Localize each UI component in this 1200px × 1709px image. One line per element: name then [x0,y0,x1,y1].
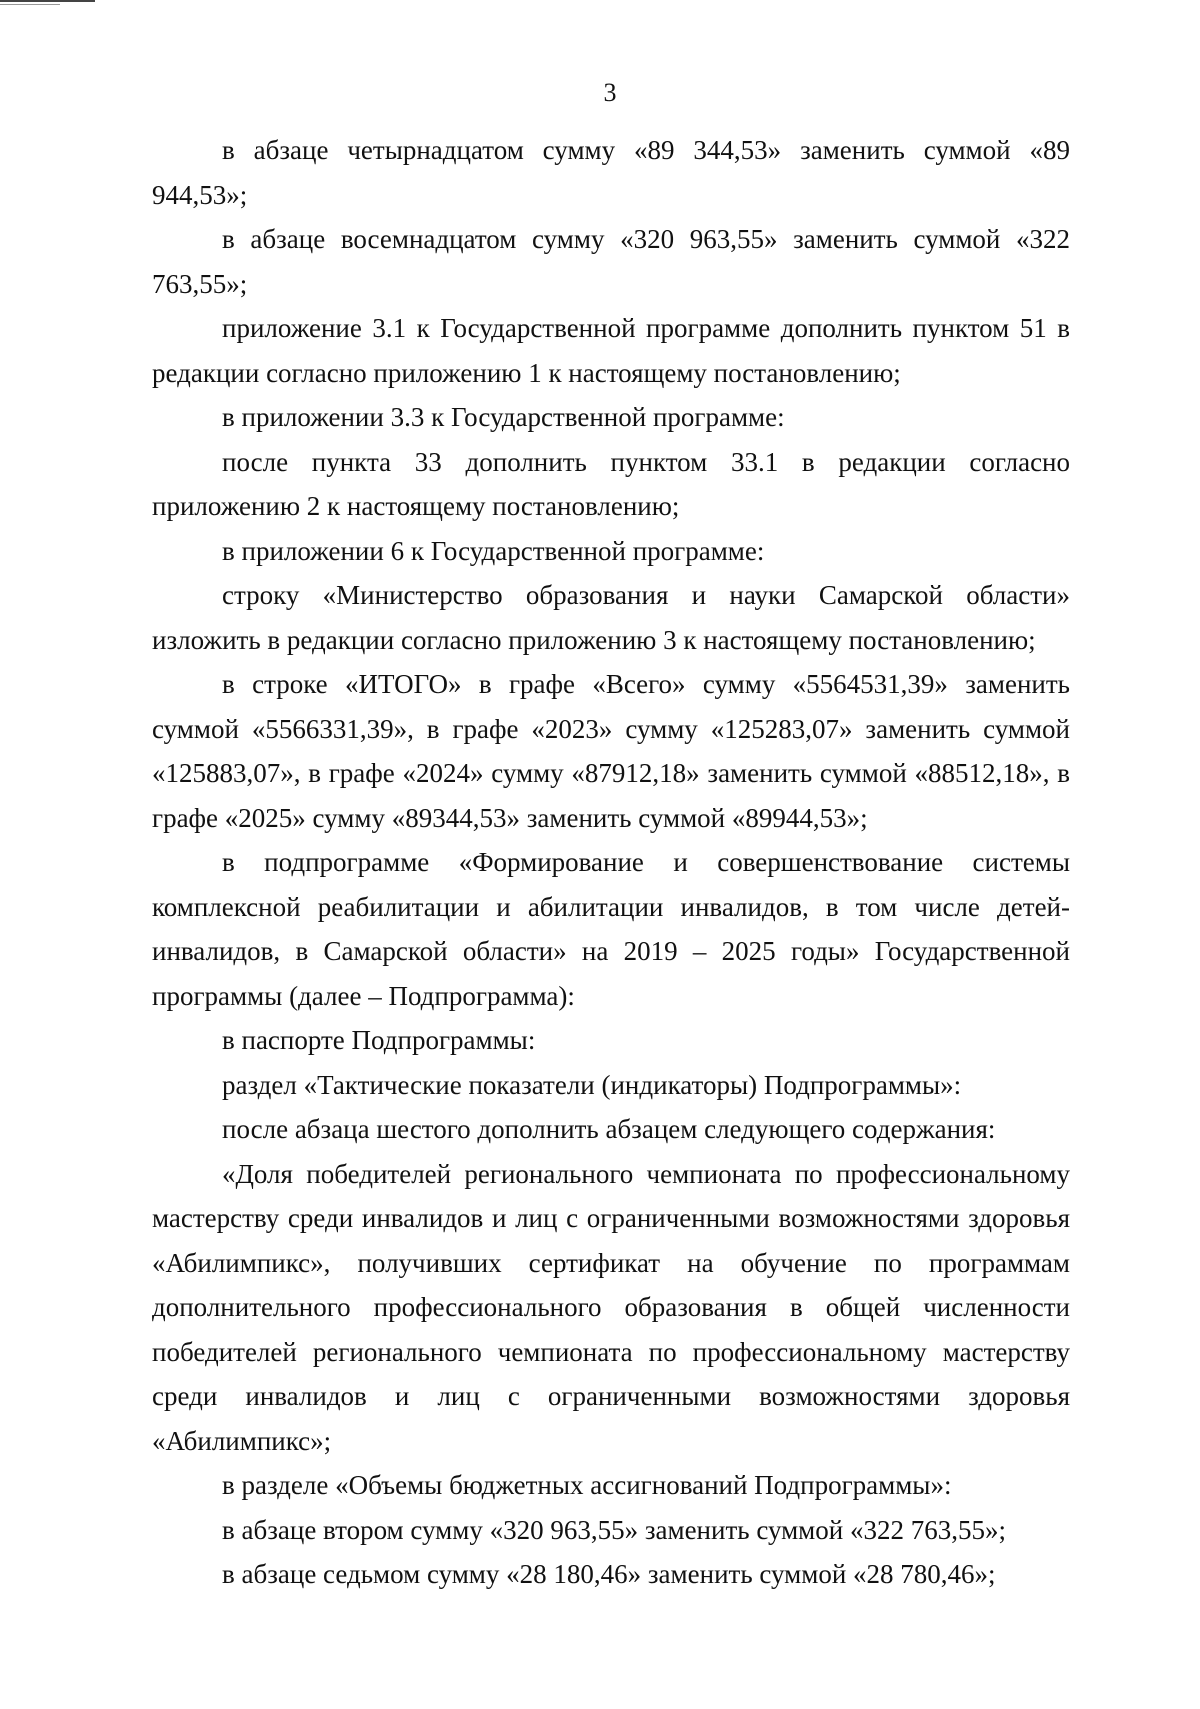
paragraph: после пункта 33 дополнить пунктом 33.1 в редакции согласно приложению 2 к настоящему постановлению; [152,446,1070,521]
paragraph: в абзаце седьмом сумму «28 180,46» заменить суммой «28 780,46»; [222,1559,996,1589]
paragraph: приложение 3.1 к Государственной программе дополнить пунктом 51 в редакции согласно приложению 1 к настоящему постановлению; [152,313,1070,388]
paragraph: в абзаце четырнадцатом сумму «89 344,53» заменить суммой «89 944,53»; [152,135,1070,210]
page-number: 3 [603,78,617,107]
paragraph: в абзаце втором сумму «320 963,55» заменить суммой «322 763,55»; [222,1514,1006,1545]
paragraph: в абзаце восемнадцатом сумму «320 963,55» заменить суммой «322 763,55»; [152,224,1070,299]
paragraph: в паспорте Подпрограммы: [222,1025,536,1055]
paragraph: «Доля победителей регионального чемпионата по профессиональному мастерству среди инвалидов и лиц с ограниченными возможностями здоровья «Абилимпикс», получивших сертификат на обучение по программам дополнительного профессионального образования в общей численности победителей регионального чемпионата по профессиональному мастерству среди инвалидов и лиц с ограниченными возможностями здоровья «Абилимпикс»; [152,1158,1070,1456]
document-body [152,128,1070,1597]
paragraph: в разделе «Объемы бюджетных ассигнований Подпрограммы»: [222,1470,952,1500]
paragraph: в приложении 3.3 к Государственной программе: [222,402,785,432]
paragraph: в подпрограмме «Формирование и совершенствование системы комплексной реабилитации и абилитации инвалидов, в том числе детей-инвалидов, в Самарской области» на 2019 – 2025 годы» Государственной программы (далее – Подпрограмма): [152,847,1070,1011]
paragraph: в приложении 6 к Государственной программе: [222,535,765,566]
scan-artifact-line [0,0,95,2]
paragraph: после абзаца шестого дополнить абзацем следующего содержания: [222,1114,996,1144]
paragraph: строку «Министерство образования и науки Самарской области» изложить в редакции согласно приложению 3 к настоящему постановлению; [152,580,1070,655]
paragraph: в строке «ИТОГО» в графе «Всего» сумму «5564531,39» заменить суммой «5566331,39», в графе «2023» сумму «125283,07» заменить суммой «125883,07», в графе «2024» сумму «87912,18» заменить суммой «88512,18», в графе «2025» сумму «89344,53» заменить суммой «89944,53»; [152,669,1070,833]
scan-artifact-line-thin [0,4,60,5]
paragraph: раздел «Тактические показатели (индикаторы) Подпрограммы»: [222,1069,962,1100]
